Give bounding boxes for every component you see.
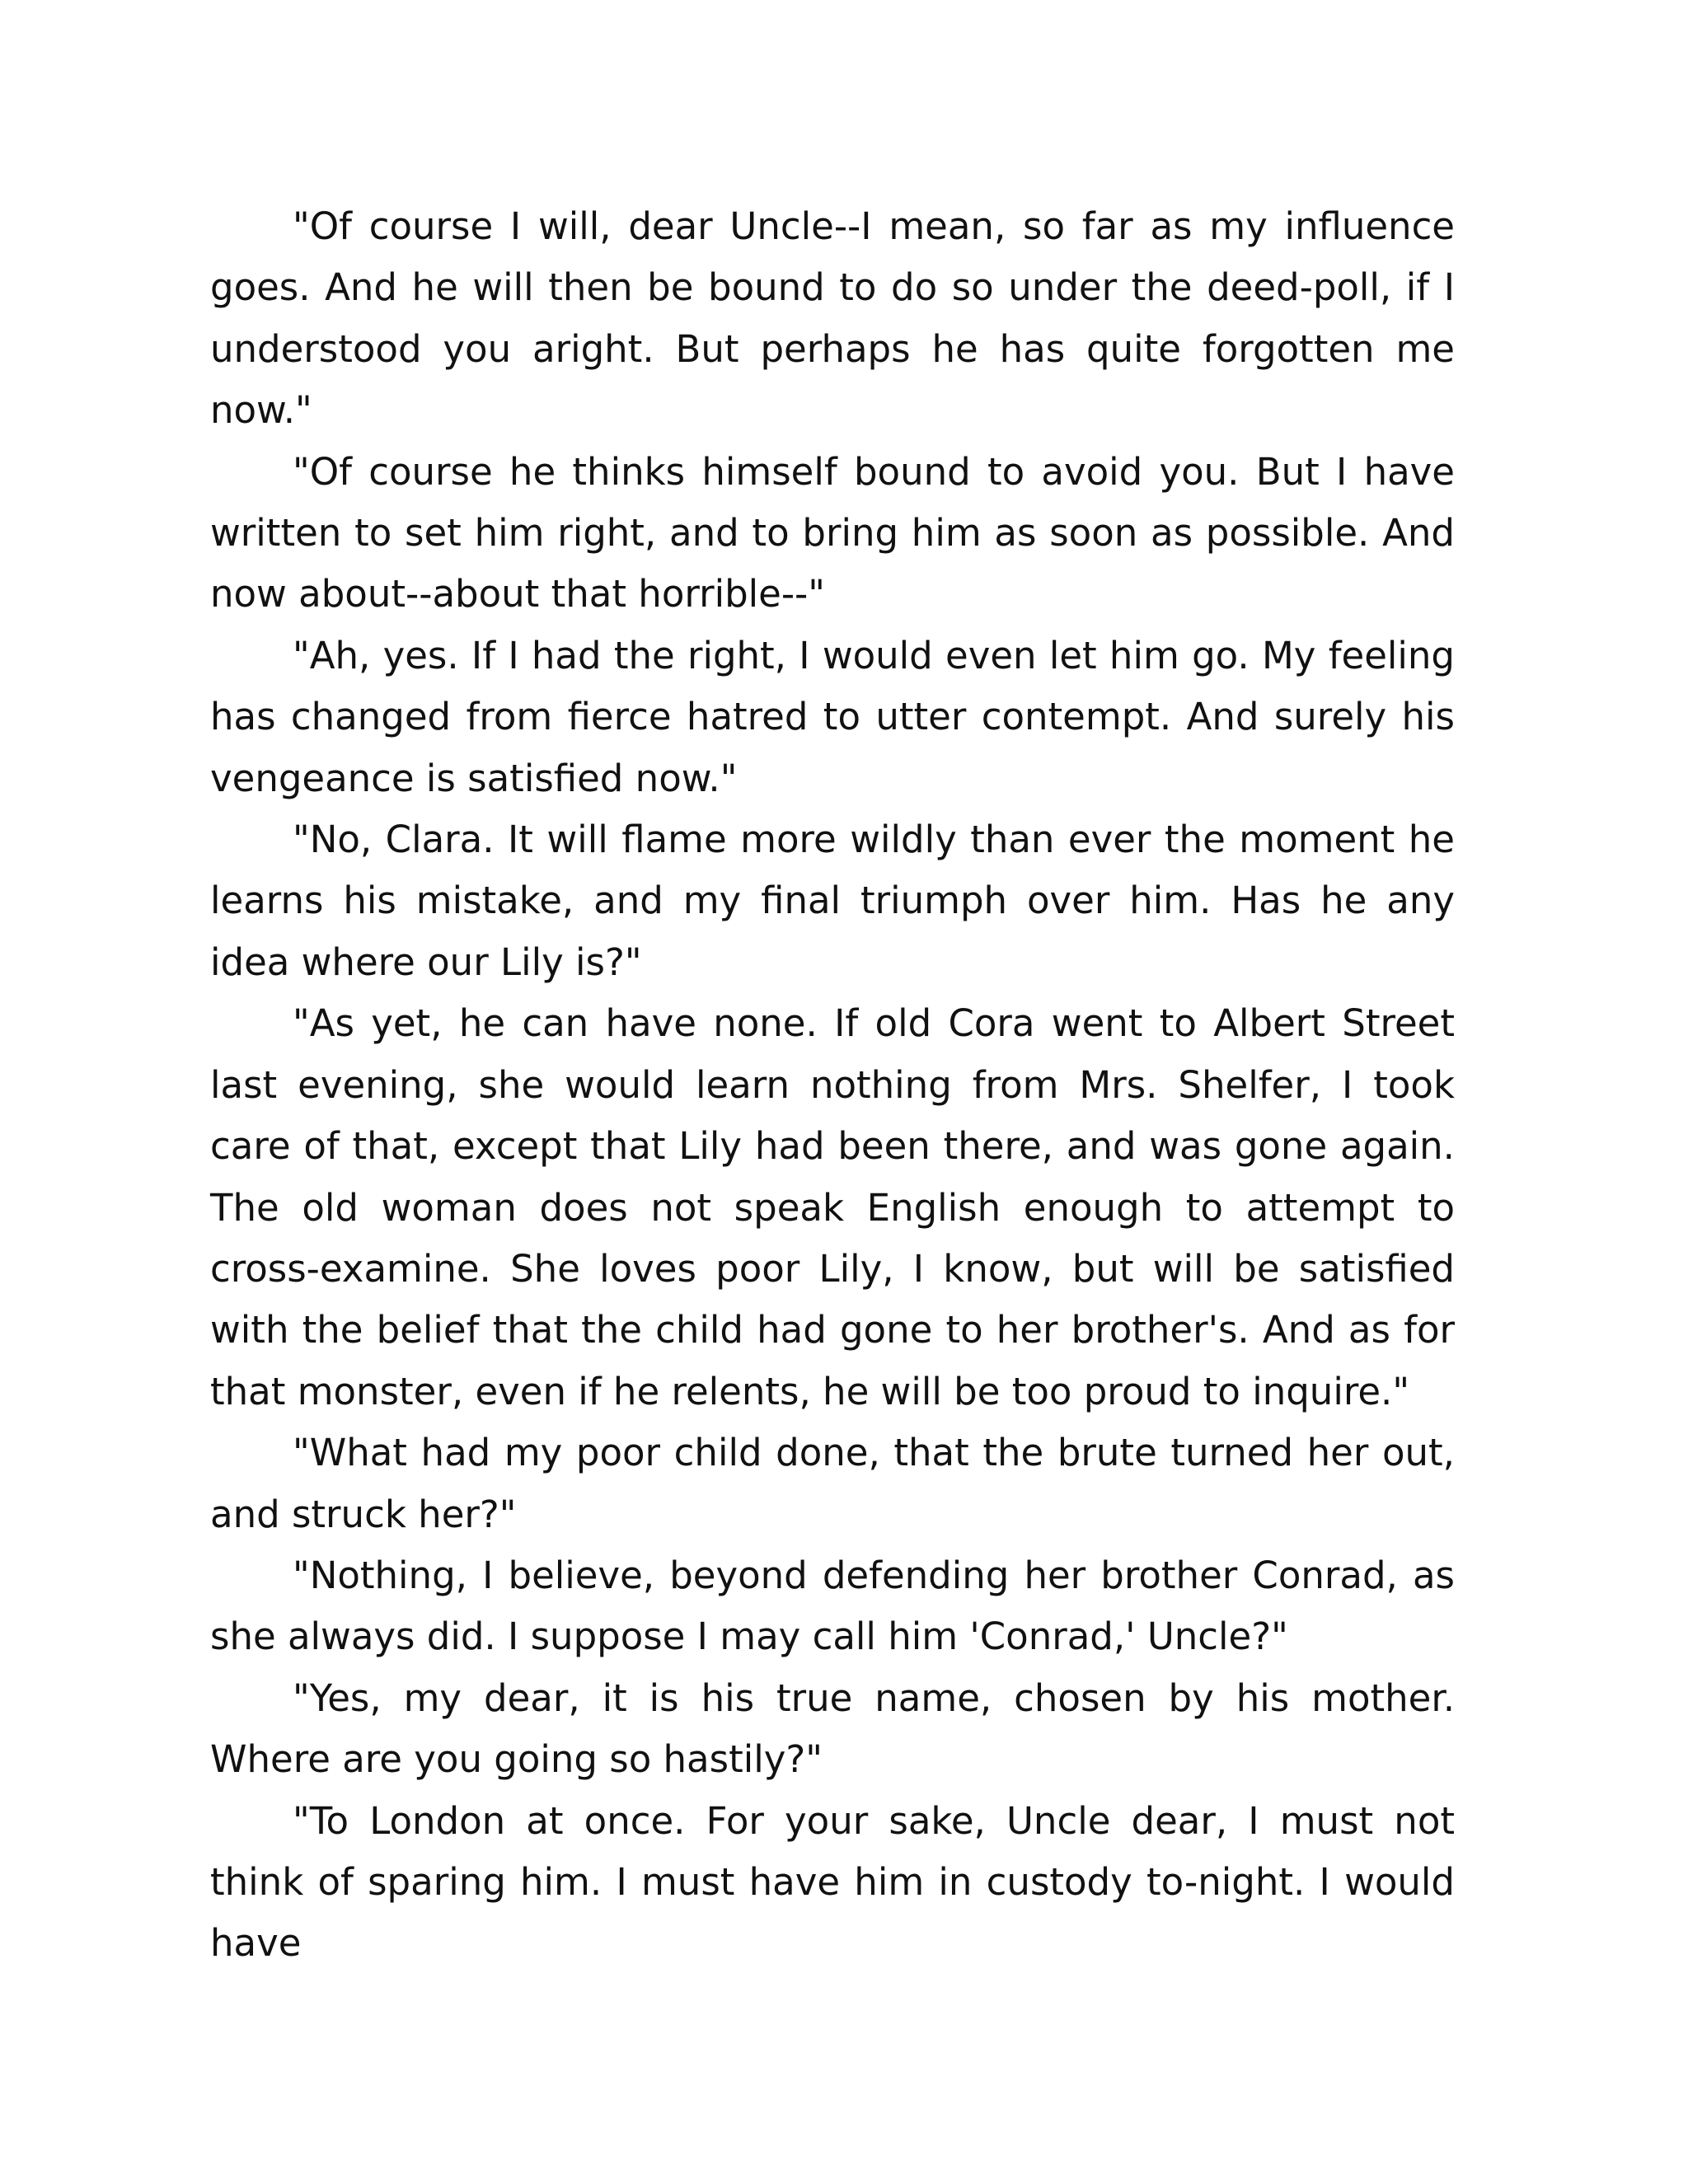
paragraph: "To London at once. For your sake, Uncle dear, I must not think of sparing him. I must have him in custody to-night. I would have (210, 1798, 1455, 1966)
paragraph: "Of course he thinks himself bound to avoid you. But I have written to set him right, and to bring him as soon as possible. And now about--about that horrible--" (210, 449, 1455, 616)
paragraph: "What had my poor child done, that the brute turned her out, and struck her?" (210, 1431, 1455, 1536)
paragraph: "Yes, my dear, it is his true name, chosen by his mother. Where are you going so hastily?" (210, 1675, 1455, 1782)
paragraph: "Nothing, I believe, beyond defending her brother Conrad, as she always did. I suppose I may call him 'Conrad,' Uncle?" (210, 1553, 1455, 1659)
paragraph: "As yet, he can have none. If old Cora went to Albert Street last evening, she would learn nothing from Mrs. Shelfer, I took care of that, except that Lily had been there, and was gone again. The old woman does not speak English enough to attempt to cross-examine. She loves poor Lily, I know, but will be satisfied with the belief that the child had gone to her brother's. And as for that monster, even if he relents, he will be too proud to inquire." (210, 1001, 1455, 1413)
paragraph: "Of course I will, dear Uncle--I mean, so far as my influence goes. And he will then be bound to do so under the deed-poll, if I understood you aright. But perhaps he has quite forgotten me now." (210, 204, 1455, 433)
paragraph: "No, Clara. It will flame more wildly than ever the moment he learns his mistake, and my final triumph over him. Has he any idea where our Lily is?" (210, 818, 1455, 984)
document-page (210, 196, 1455, 1975)
paragraph: "Ah, yes. If I had the right, I would even let him go. My feeling has changed from fierce hatred to utter contempt. And surely his vengeance is satisfied now." (210, 633, 1455, 800)
